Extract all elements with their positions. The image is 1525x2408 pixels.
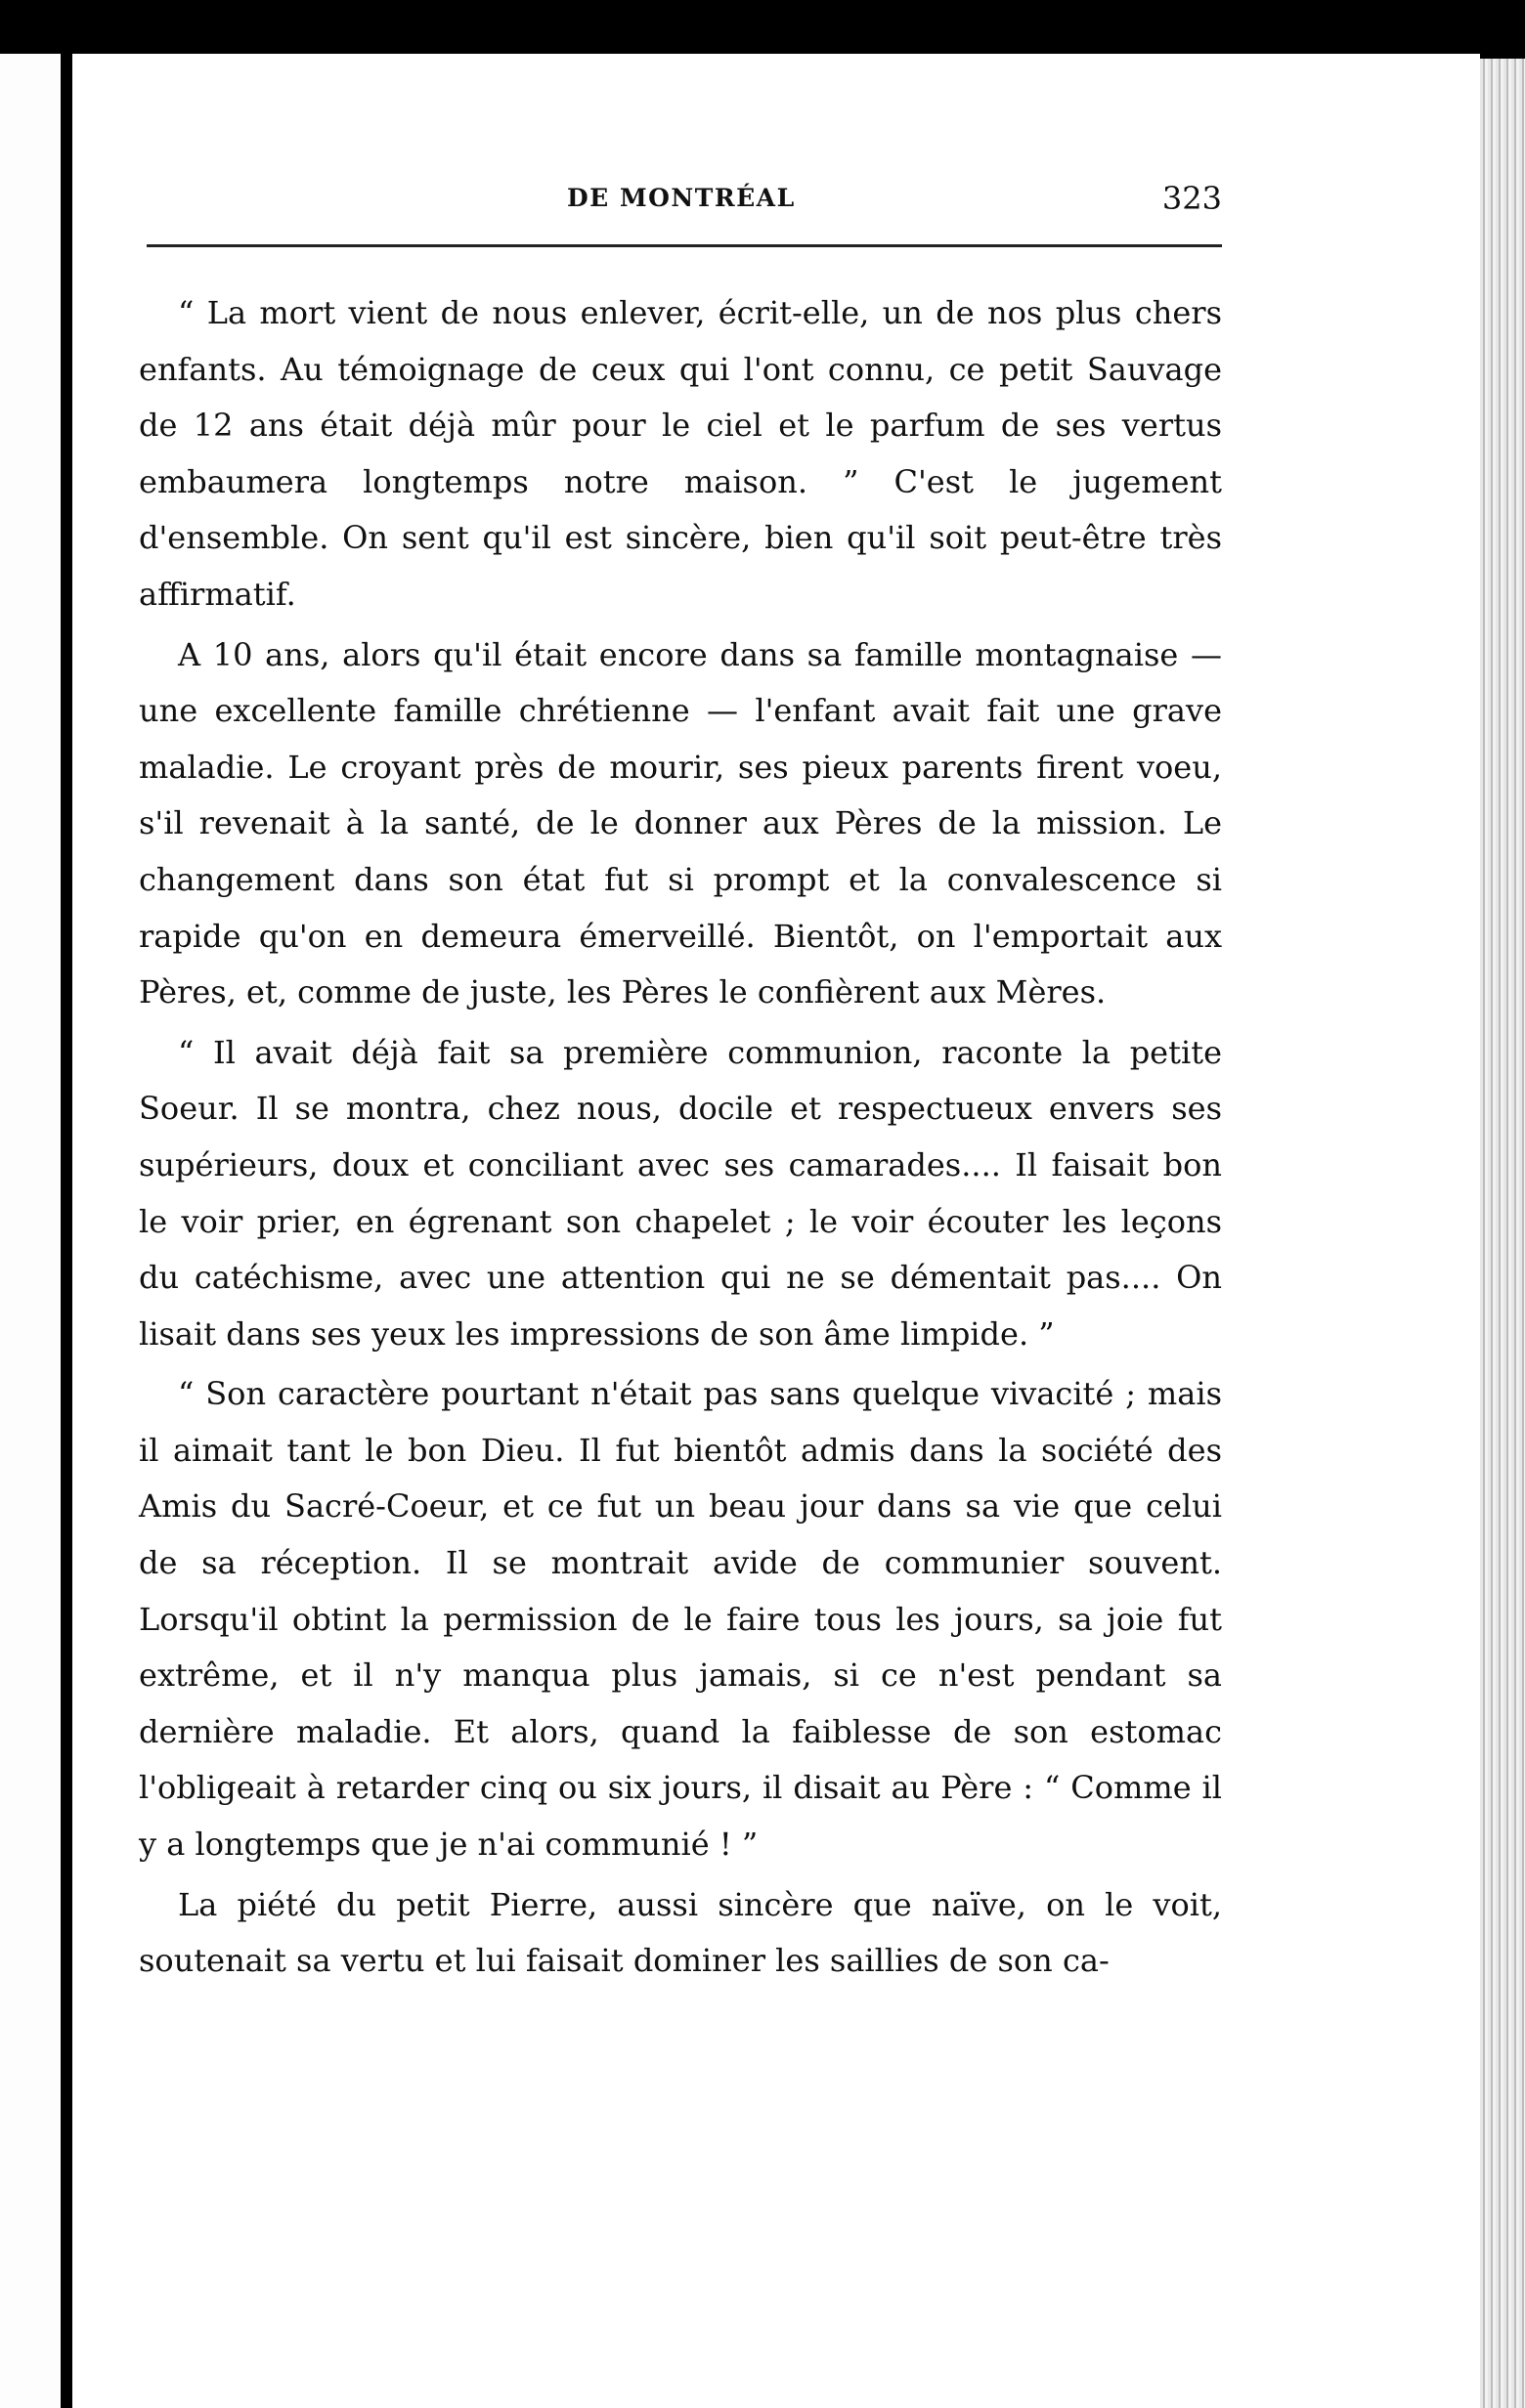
paragraph-5: La piété du petit Pierre, aussi sincère que naïve, on le voit, soutenait sa vertu et lui faisait dominer les saillies de son ca- xyxy=(139,1885,1222,1980)
facing-page-edge xyxy=(0,54,61,2408)
paragraph-1: “ La mort vient de nous enlever, écrit-elle, un de nos plus chers enfants. Au témoignage de ceux qui l'ont connu, ce petit Sauvage de 12 ans était déjà mûr pour le ciel et le parfum de ses vertus embaumera longtemps notre maison. ” C'est le jugement d'ensemble. On sent qu'il est sincère, bien qu'il soit peut-être très affirmatif. xyxy=(139,294,1222,613)
page-edge-stack xyxy=(1480,59,1525,2408)
paragraph-2: A 10 ans, alors qu'il était encore dans sa famille montagnaise — une excellente famille chrétienne — l'enfant avait fait une grave maladie. Le croyant près de mourir, ses pieux parents firent voeu, s'il revenait à la santé, de le donner aux Pères de la mission. Le changement dans son état fut si prompt et la convalescence si rapide qu'on en demeura émerveillé. Bientôt, on l'emportait aux Pères, et, comme de juste, les Pères le confièrent aux Mères. xyxy=(139,635,1222,1011)
page-number: 323 xyxy=(1161,180,1222,217)
paragraph-3: “ Il avait déjà fait sa première communion, raconte la petite Soeur. Il se montra, chez nous, docile et respectueux envers ses supérieurs, doux et conciliant avec ses camarades.... Il faisait bon le voir prier, en égrenant son chapelet ; le voir écouter les leçons du catéchisme, avec une attention qui ne se démentait pas.... On lisait dans ses yeux les impressions de son âme limpide. ” xyxy=(139,1033,1222,1353)
running-head xyxy=(147,176,1222,225)
running-title: DE MONTRÉAL xyxy=(567,184,796,212)
paragraph-4: “ Son caractère pourtant n'était pas sans quelque vivacité ; mais il aimait tant le bon Dieu. Il fut bientôt admis dans la société des Amis du Sacré-Coeur, et ce fut un beau jour dans sa vie que celui de sa réception. Il se montrait avide de communier souvent. Lorsqu'il obtint la permission de le faire tous les jours, sa joie fut extrême, et il n'y manqua plus jamais, si ce n'est pendant sa dernière maladie. Et alors, quand la faiblesse de son estomac l'obligeait à retarder cinq ou six jours, il disait au Père : “ Comme il y a longtemps que je n'ai communié ! ” xyxy=(139,1375,1222,1864)
header-rule xyxy=(147,244,1222,247)
body-text xyxy=(139,285,1222,1990)
